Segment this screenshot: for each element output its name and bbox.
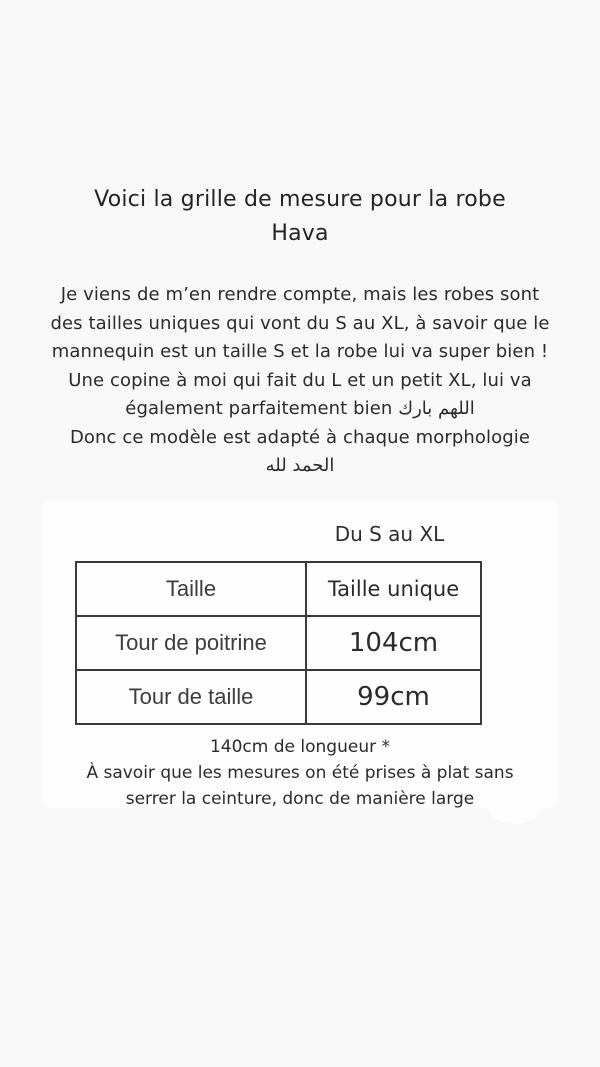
size-table	[75, 561, 482, 725]
intro-paragraph	[0, 281, 600, 481]
note-line: 140cm de longueur *	[209, 737, 390, 757]
intro-line: des tailles uniques qui vont du S au XL, à savoir que le	[50, 312, 550, 334]
intro-line: الحمد لله	[265, 455, 335, 476]
table-row	[76, 670, 481, 724]
title-line: Hava	[271, 221, 329, 246]
intro-line: Donc ce modèle est adapté à chaque morphologie	[69, 426, 531, 448]
table-row	[76, 616, 481, 670]
row-value-cell: 104cm	[306, 616, 481, 670]
story-title	[0, 183, 600, 251]
row-value-cell: Taille unique	[306, 562, 481, 616]
card-notes	[43, 734, 557, 812]
intro-line: Je viens de m’en rendre compte, mais les robes sont	[60, 284, 540, 305]
measurement-card	[43, 500, 557, 808]
table-row	[76, 562, 481, 616]
row-label-cell: Tour de taille	[76, 670, 306, 724]
intro-line: Une copine à moi qui fait du L et un petit XL, lui va	[68, 369, 532, 391]
note-line: À savoir que les mesures on été prises à plat sans	[86, 763, 514, 783]
note-line: serrer la ceinture, donc de manière large	[125, 789, 475, 809]
intro-line: également parfaitement bien اللهم بارك	[125, 398, 475, 419]
row-label-cell: Tour de poitrine	[76, 616, 306, 670]
row-value-cell: 99cm	[306, 670, 481, 724]
row-label-cell: Taille	[76, 562, 306, 616]
title-line: Voici la grille de mesure pour la robe	[94, 187, 506, 212]
card-edge-blob	[489, 794, 541, 824]
size-range-label: Du S au XL	[334, 522, 445, 546]
intro-line: mannequin est un taille S et la robe lui va super bien !	[51, 341, 549, 362]
